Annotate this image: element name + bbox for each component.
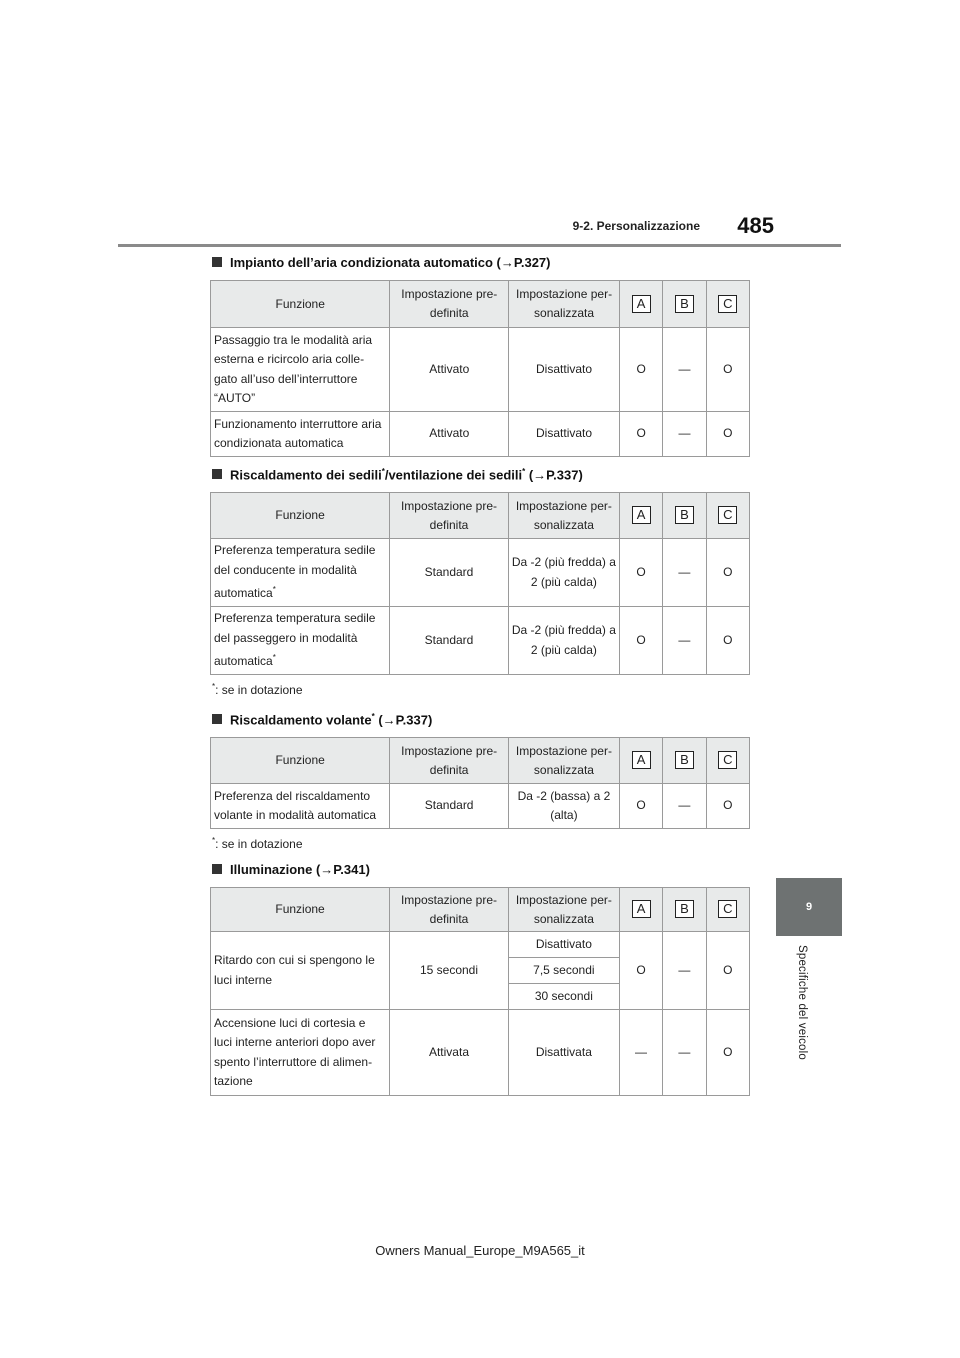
header-a: A <box>619 738 662 784</box>
table-row <box>211 932 750 958</box>
table-row <box>211 412 750 457</box>
cell-default: Attivato <box>390 412 509 457</box>
header-function: Funzione <box>211 888 390 932</box>
footnote: *: se in dotazione <box>212 682 303 697</box>
table-row <box>211 1010 750 1096</box>
cell-a: O <box>619 607 662 675</box>
cell-custom: Disattivato <box>509 412 620 457</box>
section-title-air-conditioning: Impianto dell’aria condizionata automatico (→P.327) <box>212 255 551 270</box>
cell-c: O <box>706 607 749 675</box>
cell-function: Ritardo con cui si spengono le luci interne <box>211 932 390 1010</box>
chapter-tab[interactable] <box>776 878 842 936</box>
cell-c: O <box>706 328 749 412</box>
cell-c: O <box>706 539 749 607</box>
lighting-table <box>210 887 750 1096</box>
square-bullet-icon <box>212 469 222 479</box>
header-c: C <box>706 888 749 932</box>
cell-a: — <box>619 1010 662 1096</box>
cell-function: Passaggio tra le modalità aria esterna e ricircolo aria colle-gato all’uso dell’interruttore “AUTO” <box>211 328 390 412</box>
page-number: 485 <box>737 213 774 238</box>
seat-heating-table <box>210 492 750 675</box>
header-function: Funzione <box>211 738 390 784</box>
cell-a: O <box>619 328 662 412</box>
cell-a: O <box>619 412 662 457</box>
cell-a: O <box>619 539 662 607</box>
steering-heating-table <box>210 737 750 829</box>
cell-a: O <box>619 784 662 829</box>
header-custom: Impostazione per-sonalizzata <box>508 493 619 539</box>
header-a: A <box>619 281 662 328</box>
header-c: C <box>706 281 749 328</box>
header-custom: Impostazione per-sonalizzata <box>508 888 619 932</box>
table-header-row <box>211 738 750 784</box>
table-row <box>211 328 750 412</box>
cell-function: Preferenza temperatura sedile del passeggero in modalità automatica* <box>211 607 390 675</box>
cell-custom: Da -2 (più fredda) a 2 (più calda) <box>508 539 619 607</box>
header-a: A <box>619 493 662 539</box>
header-function: Funzione <box>211 493 390 539</box>
header-default: Impostazione pre-definita <box>390 493 509 539</box>
section-title-seat-heating: Riscaldamento dei sedili*/ventilazione dei sedili* (→P.337) <box>212 467 583 482</box>
cell-c: O <box>706 784 749 829</box>
cell-custom-option: 30 secondi <box>508 984 619 1010</box>
square-bullet-icon <box>212 257 222 267</box>
section-title-lighting: Illuminazione (→P.341) <box>212 862 370 877</box>
cell-b: — <box>663 328 706 412</box>
header-b: B <box>663 281 706 328</box>
cell-b: — <box>663 412 706 457</box>
header-custom: Impostazione per-sonalizzata <box>508 738 619 784</box>
cell-function: Preferenza del riscaldamento volante in modalità automatica <box>211 784 390 829</box>
section-heading: 9-2. Personalizzazione <box>572 219 700 233</box>
header-default: Impostazione pre-definita <box>390 281 509 328</box>
air-conditioning-table <box>210 280 750 457</box>
header-b: B <box>663 493 706 539</box>
header-default: Impostazione pre-definita <box>390 888 509 932</box>
header-c: C <box>706 493 749 539</box>
cell-a: O <box>619 932 662 1010</box>
cell-custom: Da -2 (bassa) a 2 (alta) <box>508 784 619 829</box>
chapter-title: Specifiche del veicolo <box>796 945 808 1060</box>
cell-default: Attivata <box>390 1010 509 1096</box>
footnote: *: se in dotazione <box>212 836 303 851</box>
cell-c: O <box>706 1010 749 1096</box>
cell-default: Standard <box>390 607 509 675</box>
cell-b: — <box>663 1010 706 1096</box>
header-function: Funzione <box>211 281 390 328</box>
square-bullet-icon <box>212 864 222 874</box>
cell-b: — <box>663 932 706 1010</box>
header-b: B <box>663 888 706 932</box>
cell-custom-option: Disattivato <box>508 932 619 958</box>
chapter-number: 9 <box>805 901 813 913</box>
header-c: C <box>706 738 749 784</box>
section-title-steering-heating: Riscaldamento volante* (→P.337) <box>212 712 432 727</box>
cell-custom: Disattivata <box>508 1010 619 1096</box>
cell-b: — <box>663 539 706 607</box>
cell-default: 15 secondi <box>390 932 509 1010</box>
cell-b: — <box>663 784 706 829</box>
cell-c: O <box>706 932 749 1010</box>
cell-c: O <box>706 412 749 457</box>
cell-default: Attivato <box>390 328 509 412</box>
cell-function: Preferenza temperatura sedile del conducente in modalità automatica* <box>211 539 390 607</box>
table-row <box>211 784 750 829</box>
cell-function: Funzionamento interruttore aria condizionata automatica <box>211 412 390 457</box>
cell-custom: Disattivato <box>509 328 620 412</box>
cell-function: Accensione luci di cortesia e luci interne anteriori dopo aver spento l’interruttore di alimen-tazione <box>211 1010 390 1096</box>
cell-default: Standard <box>390 539 509 607</box>
table-row <box>211 539 750 607</box>
header-custom: Impostazione per-sonalizzata <box>509 281 620 328</box>
table-row <box>211 607 750 675</box>
table-header-row <box>211 888 750 932</box>
header-divider <box>118 244 841 247</box>
header-b: B <box>663 738 706 784</box>
header-a: A <box>619 888 662 932</box>
header-default: Impostazione pre-definita <box>390 738 509 784</box>
cell-b: — <box>663 607 706 675</box>
cell-custom: Da -2 (più fredda) a 2 (più calda) <box>508 607 619 675</box>
cell-custom-option: 7,5 secondi <box>508 958 619 984</box>
table-header-row <box>211 281 750 328</box>
table-header-row <box>211 493 750 539</box>
footer-document-id: Owners Manual_Europe_M9A565_it <box>375 1243 585 1258</box>
cell-default: Standard <box>390 784 509 829</box>
square-bullet-icon <box>212 714 222 724</box>
